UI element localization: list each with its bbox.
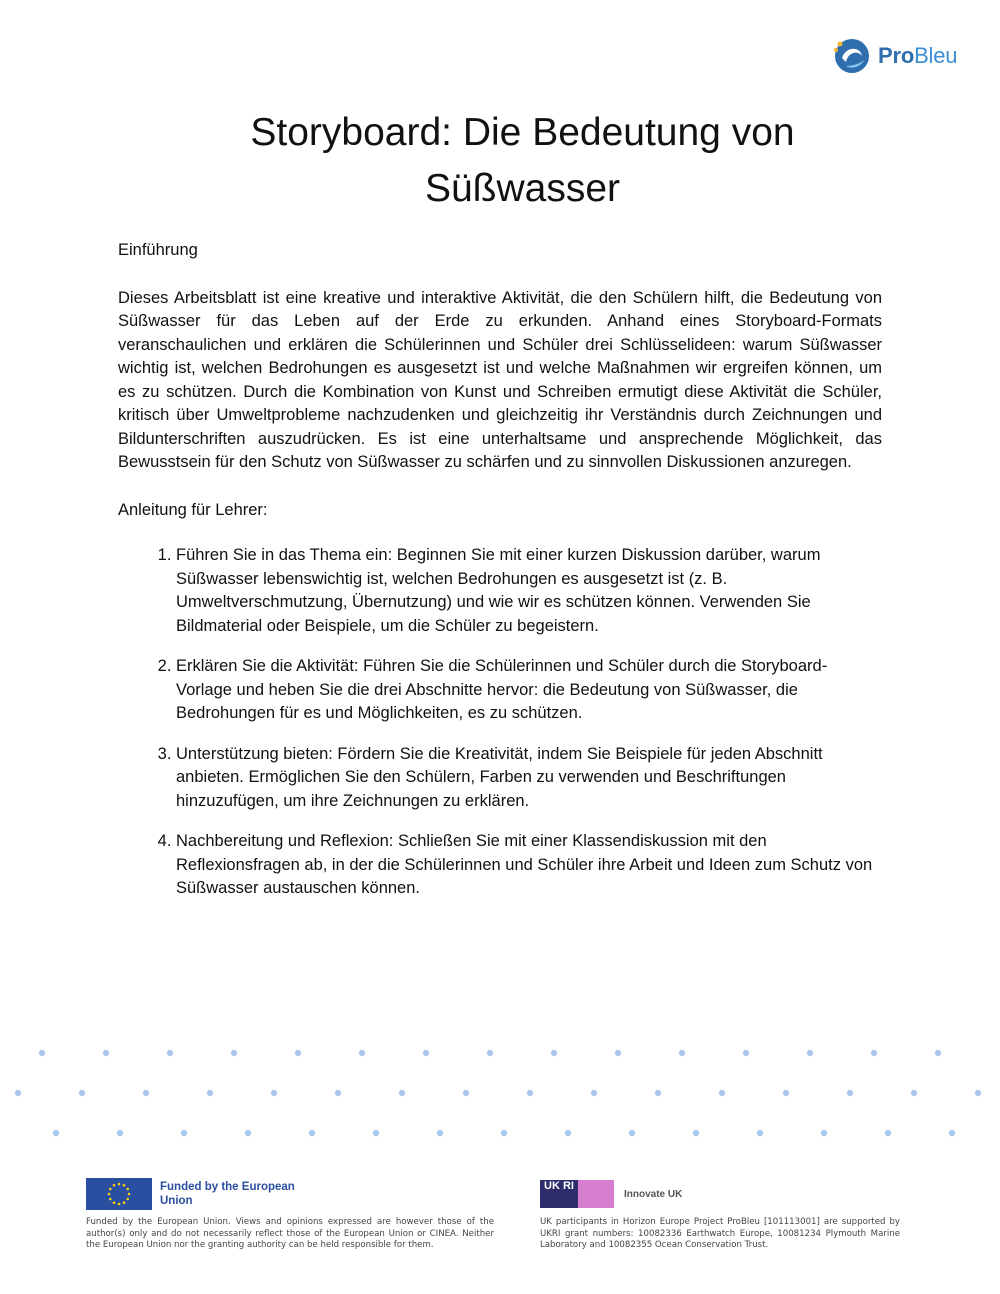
instruction-step: 3. Unterstützung bieten: Fördern Sie die Kreativität, indem Sie Beispiele für jeden Abschnitt anbieten. Ermöglichen Sie den Schülern, Farben zu verwenden und Beschriftungen hinzuzufügen, um ihre Zeichnungen zu erklären. bbox=[176, 743, 882, 814]
decorative-dot bbox=[463, 1090, 469, 1096]
decorative-dot bbox=[271, 1090, 277, 1096]
probleu-swirl-icon bbox=[832, 36, 872, 76]
innovate-uk-label: Innovate UK bbox=[624, 1188, 683, 1200]
decorative-dot bbox=[245, 1130, 251, 1136]
decorative-dot bbox=[39, 1050, 45, 1056]
teacher-instructions-heading: Anleitung für Lehrer: bbox=[118, 500, 268, 519]
decorative-dot bbox=[117, 1130, 123, 1136]
decorative-dot bbox=[295, 1050, 301, 1056]
eu-disclaimer: Funded by the European Union. Views and opinions expressed are however those of the author(s) only and do not necessarily reflect those of the European Union or CINEA. Neither the European Union nor the granting authority can be held responsible for them. bbox=[86, 1217, 494, 1250]
decorative-dot bbox=[231, 1050, 237, 1056]
decorative-dot bbox=[551, 1050, 557, 1056]
instruction-step: 2. Erklären Sie die Aktivität: Führen Sie die Schülerinnen und Schüler durch die Storyboard-Vorlage und heben Sie die drei Abschnitte hervor: die Bedeutung von Süßwasser, die Bedrohungen für es und Möglichkeiten, es zu schützen. bbox=[176, 655, 882, 726]
decorative-dot bbox=[885, 1130, 891, 1136]
eu-flag-icon bbox=[86, 1178, 152, 1210]
instruction-list bbox=[118, 544, 882, 901]
decorative-dot bbox=[527, 1090, 533, 1096]
decorative-dot bbox=[373, 1130, 379, 1136]
instruction-step: 1. Führen Sie in das Thema ein: Beginnen Sie mit einer kurzen Diskussion darüber, warum Süßwasser lebenswichtig ist, welchen Bedrohungen es ausgesetzt ist (z. B. Umweltverschmutzung, Übernutzung) und wie wir es schützen können. Verwenden Sie Bildmaterial oder Beispiele, um die Schüler zu begeistern. bbox=[176, 544, 882, 638]
logo-text bbox=[878, 43, 957, 69]
decorative-dot bbox=[437, 1130, 443, 1136]
decorative-dot bbox=[423, 1050, 429, 1056]
page-title-line1: Storyboard: Die Bedeutung von bbox=[250, 111, 795, 154]
decorative-dot bbox=[821, 1130, 827, 1136]
decorative-dot bbox=[975, 1090, 981, 1096]
decorative-dot bbox=[757, 1130, 763, 1136]
decorative-dot bbox=[615, 1050, 621, 1056]
decorative-dot bbox=[15, 1090, 21, 1096]
decorative-dot bbox=[501, 1130, 507, 1136]
decorative-dot bbox=[949, 1130, 955, 1136]
decorative-dot bbox=[871, 1050, 877, 1056]
eu-funded-label: Funded by the European Union bbox=[160, 1181, 295, 1207]
probleu-logo bbox=[832, 36, 957, 76]
decorative-dot bbox=[679, 1050, 685, 1056]
decorative-dot bbox=[743, 1050, 749, 1056]
eu-funding-footer bbox=[86, 1178, 494, 1252]
decorative-dot bbox=[309, 1130, 315, 1136]
decorative-dot bbox=[565, 1130, 571, 1136]
decorative-dot bbox=[487, 1050, 493, 1056]
decorative-dot bbox=[655, 1090, 661, 1096]
decorative-dot bbox=[807, 1050, 813, 1056]
decorative-dot bbox=[79, 1090, 85, 1096]
uk-disclaimer: UK participants in Horizon Europe Project ProBleu [101113001] are supported by UKRI grant numbers: 10082336 Earthwatch Europe, 10081234 Plymouth Marine Laboratory and 10082355 Ocean Conservation Trust. bbox=[540, 1217, 900, 1250]
intro-heading: Einführung bbox=[118, 241, 198, 259]
decorative-dot bbox=[629, 1130, 635, 1136]
main-content bbox=[118, 239, 882, 918]
decorative-dot bbox=[719, 1090, 725, 1096]
logo-text-pro: Pro bbox=[878, 43, 915, 68]
decorative-dot-pattern bbox=[0, 1035, 1000, 1145]
decorative-dot bbox=[103, 1050, 109, 1056]
decorative-dot bbox=[911, 1090, 917, 1096]
ukri-footer bbox=[540, 1178, 900, 1252]
decorative-dot bbox=[359, 1050, 365, 1056]
decorative-dot bbox=[143, 1090, 149, 1096]
decorative-dot bbox=[847, 1090, 853, 1096]
decorative-dot bbox=[207, 1090, 213, 1096]
intro-paragraph: Dieses Arbeitsblatt ist eine kreative und interaktive Aktivität, die den Schülern hilft, die Bedeutung von Süßwasser für das Leben auf der Erde zu erkunden. Anhand eines Storyboard-Formats veranschaulichen und erklären die Schülerinnen und Schüler drei Schlüsselideen: warum Süßwasser wichtig ist, welchen Bedrohungen es ausgesetzt ist und welche Maßnahmen wir ergreifen können, um es zu schützen. Durch die Kombination von Kunst und Schreiben ermutigt diese Aktivität die Schüler, kritisch über Umweltprobleme nachzudenken und gleichzeitig ihr Verständnis durch Zeichnungen und Bildunterschriften auszudrücken. Es ist eine unterhaltsame und ansprechende Möglichkeit, das Bewusstsein für den Schutz von Süßwasser zu schärfen und zu sinnvollen Diskussionen anzuregen. bbox=[118, 288, 882, 471]
decorative-dot bbox=[935, 1050, 941, 1056]
ukri-logo bbox=[540, 1178, 614, 1210]
page-title-line2: Süßwasser bbox=[424, 167, 621, 210]
logo-text-bleu: Bleu bbox=[914, 43, 958, 68]
ukri-mark: UK RI bbox=[540, 1180, 578, 1208]
decorative-dot bbox=[181, 1130, 187, 1136]
instruction-step: 4. Nachbereitung und Reflexion: Schließen Sie mit einer Klassendiskussion mit den Reflexionsfragen ab, in der die Schülerinnen und Schüler ihre Arbeit und Ideen zum Schutz von Süßwasser austauschen können. bbox=[176, 830, 882, 901]
decorative-dot bbox=[53, 1130, 59, 1136]
page-title bbox=[120, 105, 925, 217]
decorative-dot bbox=[399, 1090, 405, 1096]
decorative-dot bbox=[693, 1130, 699, 1136]
decorative-dot bbox=[591, 1090, 597, 1096]
decorative-dot bbox=[167, 1050, 173, 1056]
decorative-dot bbox=[783, 1090, 789, 1096]
decorative-dot bbox=[335, 1090, 341, 1096]
